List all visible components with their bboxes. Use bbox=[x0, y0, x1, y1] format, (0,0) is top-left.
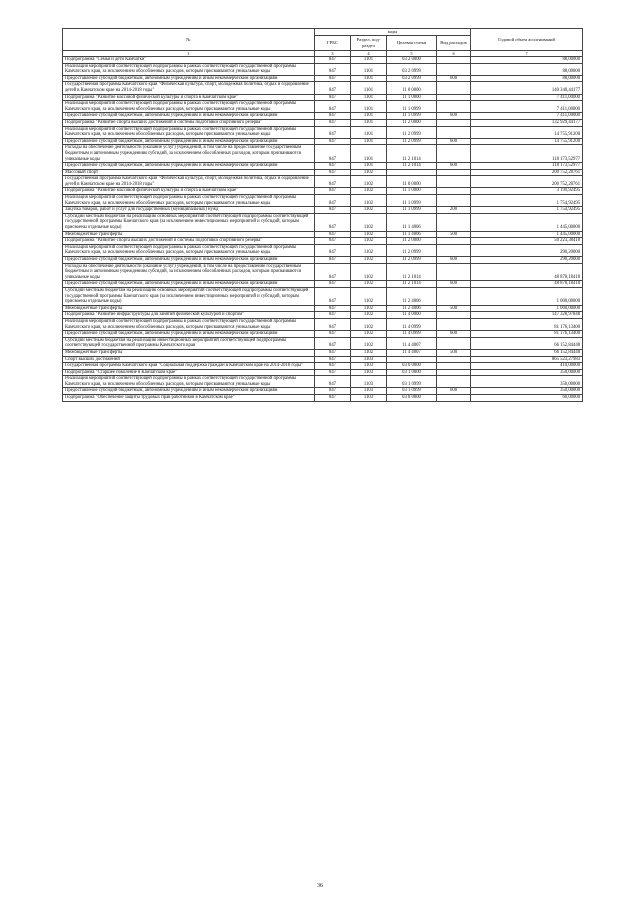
table-row bbox=[63, 119, 583, 126]
row-target: 03 1 0999 bbox=[387, 388, 437, 395]
row-name: Межбюджетные трансферты bbox=[63, 231, 315, 238]
row-target: 11 2 0999 bbox=[387, 126, 437, 138]
row-razdel: 1103 bbox=[351, 356, 387, 363]
row-vid bbox=[437, 63, 471, 75]
row-sum: 132 929,44177 bbox=[471, 119, 583, 126]
row-sum: 118 173,52977 bbox=[471, 163, 583, 170]
row-vid bbox=[437, 176, 471, 188]
row-name: Расходы на обеспечение деятельности (оказание услуг) учреждений, в том числе на предоставление государственным бюджетным и автономным учреждениям субсидий, за исключением обособленных расходов, которым присваиваются уникальные коды bbox=[63, 145, 315, 163]
row-razdel: 1102 bbox=[351, 263, 387, 281]
row-sum: 1 754,92495 bbox=[471, 207, 583, 214]
row-name: Межбюджетные трансферты bbox=[63, 305, 315, 312]
row-sum: 290,20000 bbox=[471, 244, 583, 256]
row-vid bbox=[437, 337, 471, 349]
row-sum: 1 000,00000 bbox=[471, 305, 583, 312]
row-vid bbox=[437, 238, 471, 245]
row-name: Реализация мероприятий соответствующей подпрограммы в рамках соответствующей государственной программы Камчатского края, за исключением обособленных расходов, которым присваиваются уникальные коды bbox=[63, 63, 315, 75]
row-sum: 48 878,18418 bbox=[471, 263, 583, 281]
row-vid bbox=[437, 57, 471, 64]
row-sum: 7 411,00000 bbox=[471, 101, 583, 113]
row-razdel: 1102 bbox=[351, 244, 387, 256]
row-vid: 600 bbox=[437, 163, 471, 170]
row-vid bbox=[437, 188, 471, 195]
row-sum: 350,00000 bbox=[471, 388, 583, 395]
table-row bbox=[63, 376, 583, 388]
table-row bbox=[63, 176, 583, 188]
row-name: Предоставление субсидий бюджетным, автономным учреждениям и иным некоммерческим организациям bbox=[63, 388, 315, 395]
row-name: Подпрограмма "Обеспечение защиты трудовых прав работников в Камчатском крае" bbox=[63, 395, 315, 402]
row-target: 11 1 4006 bbox=[387, 213, 437, 231]
header-vid: Вид расходов bbox=[437, 36, 471, 51]
row-grbs: 847 bbox=[315, 305, 351, 312]
row-sum: 7 411,00000 bbox=[471, 113, 583, 120]
table-row bbox=[63, 281, 583, 288]
row-grbs: 847 bbox=[315, 75, 351, 82]
row-grbs: 847 bbox=[315, 376, 351, 388]
row-grbs: 847 bbox=[315, 231, 351, 238]
row-vid: 500 bbox=[437, 349, 471, 356]
row-razdel: 1103 bbox=[351, 369, 387, 376]
row-vid bbox=[437, 312, 471, 319]
row-name: Реализация мероприятий соответствующей подпрограммы в рамках соответствующей государственной программы Камчатского края, за исключением обособленных расходов, которым присваиваются уникальные коды bbox=[63, 101, 315, 113]
row-grbs: 847 bbox=[315, 113, 351, 120]
row-vid: 600 bbox=[437, 388, 471, 395]
row-vid bbox=[437, 213, 471, 231]
row-sum: 290,20000 bbox=[471, 257, 583, 264]
row-name: Субсидии местным бюджетам на реализацию основных мероприятий соответствующей подпрограммы соответствующей государственной программы Камчатского края (за исключением инвестиционных мероприятий и субсидий, которым присвоены отдельные коды) bbox=[63, 287, 315, 305]
row-grbs: 847 bbox=[315, 356, 351, 363]
row-vid bbox=[437, 82, 471, 94]
row-razdel: 1101 bbox=[351, 126, 387, 138]
row-vid: 500 bbox=[437, 305, 471, 312]
row-razdel: 1101 bbox=[351, 57, 387, 64]
table-body bbox=[63, 57, 583, 402]
row-vid bbox=[437, 94, 471, 101]
row-razdel: 1101 bbox=[351, 138, 387, 145]
row-name: Подпрограмма "Семья и дети Камчатки" bbox=[63, 57, 315, 64]
row-vid: 600 bbox=[437, 257, 471, 264]
row-sum: 60,00000 bbox=[471, 395, 583, 402]
table-row bbox=[63, 331, 583, 338]
row-grbs: 847 bbox=[315, 101, 351, 113]
row-sum: 350,00000 bbox=[471, 369, 583, 376]
row-grbs: 847 bbox=[315, 318, 351, 330]
row-vid: 600 bbox=[437, 331, 471, 338]
row-grbs: 847 bbox=[315, 63, 351, 75]
row-vid bbox=[437, 145, 471, 163]
row-name: Субсидии местным бюджетам на реализацию инвестиционных мероприятий соответствующей подпрограммы соответствующей государственной программы Камчатского края bbox=[63, 337, 315, 349]
column-index: 5 bbox=[387, 51, 437, 57]
row-name: Подпрограмма "Развитие инфраструктуры для занятий физической культурой и спортом" bbox=[63, 312, 315, 319]
row-razdel: 1103 bbox=[351, 363, 387, 370]
row-grbs: 847 bbox=[315, 257, 351, 264]
header-target: Целевая статья bbox=[387, 36, 437, 51]
row-target: 11 1 0999 bbox=[387, 207, 437, 214]
row-grbs: 847 bbox=[315, 337, 351, 349]
row-grbs: 847 bbox=[315, 145, 351, 163]
row-target: 11 2 4006 bbox=[387, 287, 437, 305]
row-razdel: 1103 bbox=[351, 376, 387, 388]
header-volume: Годовой объем ассигнований bbox=[471, 29, 583, 51]
table-row bbox=[63, 101, 583, 113]
row-name: Реализация мероприятий соответствующей подпрограммы в рамках соответствующей государственной программы Камчатского края, за исключением обособленных расходов, которым присваиваются уникальные коды bbox=[63, 126, 315, 138]
row-razdel: 1102 bbox=[351, 188, 387, 195]
row-grbs: 847 bbox=[315, 119, 351, 126]
table-row bbox=[63, 244, 583, 256]
row-razdel: 1102 bbox=[351, 312, 387, 319]
table-row bbox=[63, 188, 583, 195]
row-name: Государственная программа Камчатского края "Физическая культура, спорт, молодежная политика, отдых и оздоровление детей в Камчатском крае на 2014-2018 годы" bbox=[63, 176, 315, 188]
row-vid bbox=[437, 119, 471, 126]
row-grbs: 847 bbox=[315, 176, 351, 188]
row-vid bbox=[437, 126, 471, 138]
column-index: 4 bbox=[351, 51, 387, 57]
row-sum: 140 340,44177 bbox=[471, 82, 583, 94]
row-grbs: 847 bbox=[315, 263, 351, 281]
row-grbs: 847 bbox=[315, 331, 351, 338]
table-row bbox=[63, 318, 583, 330]
row-target: 11 2 1014 bbox=[387, 281, 437, 288]
row-vid: 500 bbox=[437, 231, 471, 238]
row-grbs: 847 bbox=[315, 349, 351, 356]
budget-table bbox=[62, 28, 583, 402]
row-name: Подпрограмма "Развитие массовой физической культуры и спорта в Камчатском крае" bbox=[63, 94, 315, 101]
row-razdel: 1102 bbox=[351, 195, 387, 207]
row-vid bbox=[437, 287, 471, 305]
table-row bbox=[63, 287, 583, 305]
row-target: 11 4 4007 bbox=[387, 349, 437, 356]
row-target: 11 1 0999 bbox=[387, 101, 437, 113]
row-vid bbox=[437, 244, 471, 256]
header-grbs: ГРБС bbox=[315, 36, 351, 51]
row-target: 11 1 0000 bbox=[387, 188, 437, 195]
row-grbs: 847 bbox=[315, 195, 351, 207]
row-vid: 600 bbox=[437, 281, 471, 288]
table-row bbox=[63, 388, 583, 395]
row-target: 03 8 0000 bbox=[387, 395, 437, 402]
row-vid: 600 bbox=[437, 75, 471, 82]
row-name: Подпрограмма "Развитие массовой физической культуры и спорта в Камчатском крае" bbox=[63, 188, 315, 195]
row-razdel: 1102 bbox=[351, 305, 387, 312]
row-target: 11 2 0000 bbox=[387, 238, 437, 245]
table-row bbox=[63, 207, 583, 214]
row-grbs: 847 bbox=[315, 312, 351, 319]
row-razdel: 1101 bbox=[351, 113, 387, 120]
row-target: 11 1 0000 bbox=[387, 94, 437, 101]
table-row bbox=[63, 163, 583, 170]
row-target: 03 1 0999 bbox=[387, 376, 437, 388]
row-razdel: 1101 bbox=[351, 94, 387, 101]
row-sum: 3 199,92495 bbox=[471, 188, 583, 195]
table-row bbox=[63, 94, 583, 101]
table-row bbox=[63, 257, 583, 264]
column-index: 1 bbox=[63, 51, 315, 57]
row-sum: 88,00000 bbox=[471, 63, 583, 75]
row-target: 11 2 1014 bbox=[387, 263, 437, 281]
row-grbs: 847 bbox=[315, 163, 351, 170]
row-target: 11 4 0999 bbox=[387, 318, 437, 330]
table-row bbox=[63, 337, 583, 349]
row-target bbox=[387, 169, 437, 176]
header-number: № bbox=[63, 29, 315, 51]
table-row bbox=[63, 145, 583, 163]
row-sum: 118 173,52977 bbox=[471, 145, 583, 163]
row-name: Государственная программа Камчатского края "Физическая культура, спорт, молодежная политика, отдых и оздоровление детей в Камчатском крае на 2014-2018 годы" bbox=[63, 82, 315, 94]
column-index: 7 bbox=[471, 51, 583, 57]
row-sum: 48 878,18418 bbox=[471, 281, 583, 288]
table-row bbox=[63, 349, 583, 356]
row-razdel: 1101 bbox=[351, 101, 387, 113]
table-row bbox=[63, 263, 583, 281]
row-target: 11 2 1014 bbox=[387, 145, 437, 163]
row-grbs: 847 bbox=[315, 213, 351, 231]
row-razdel: 1101 bbox=[351, 63, 387, 75]
table-header bbox=[63, 29, 583, 57]
row-vid bbox=[437, 263, 471, 281]
row-vid bbox=[437, 169, 471, 176]
row-target: 11 0 0000 bbox=[387, 82, 437, 94]
row-target: 03 2 0999 bbox=[387, 75, 437, 82]
row-sum: 66 152,84448 bbox=[471, 349, 583, 356]
row-razdel: 1102 bbox=[351, 213, 387, 231]
row-name: Предоставление субсидий бюджетным, автономным учреждениям и иным некоммерческим организациям bbox=[63, 113, 315, 120]
table-row bbox=[63, 305, 583, 312]
row-razdel: 1103 bbox=[351, 395, 387, 402]
row-grbs: 847 bbox=[315, 395, 351, 402]
row-name: Закупка товаров, работ и услуг для государственных (муниципальных) нужд bbox=[63, 207, 315, 214]
row-grbs: 847 bbox=[315, 363, 351, 370]
row-name: Подпрограмма "Развитие спорта высших достижений и системы подготовки спортивного резерва" bbox=[63, 119, 315, 126]
row-grbs: 847 bbox=[315, 82, 351, 94]
row-razdel: 1102 bbox=[351, 318, 387, 330]
table-row bbox=[63, 75, 583, 82]
budget-document bbox=[62, 28, 582, 402]
row-sum: 865 523,27983 bbox=[471, 356, 583, 363]
row-grbs: 847 bbox=[315, 94, 351, 101]
row-razdel: 1102 bbox=[351, 337, 387, 349]
row-target: 11 4 0000 bbox=[387, 312, 437, 319]
row-name: Предоставление субсидий бюджетным, автономным учреждениям и иным некоммерческим организациям bbox=[63, 138, 315, 145]
row-sum: 14 755,91200 bbox=[471, 138, 583, 145]
row-sum: 14 755,91200 bbox=[471, 126, 583, 138]
table-row bbox=[63, 195, 583, 207]
row-vid bbox=[437, 195, 471, 207]
table-row bbox=[63, 369, 583, 376]
row-target: 11 4 0999 bbox=[387, 331, 437, 338]
row-sum: 81 176,13400 bbox=[471, 318, 583, 330]
column-index: 3 bbox=[315, 51, 351, 57]
row-target: 11 2 0999 bbox=[387, 138, 437, 145]
row-vid bbox=[437, 101, 471, 113]
table-row bbox=[63, 63, 583, 75]
row-sum: 1 445,00000 bbox=[471, 213, 583, 231]
row-target: 11 1 0999 bbox=[387, 113, 437, 120]
row-name: Предоставление субсидий бюджетным, автономным учреждениям и иным некоммерческим организациям bbox=[63, 75, 315, 82]
row-grbs: 847 bbox=[315, 388, 351, 395]
row-grbs: 847 bbox=[315, 207, 351, 214]
row-sum: 1 754,92495 bbox=[471, 195, 583, 207]
row-vid: 600 bbox=[437, 113, 471, 120]
row-grbs: 847 bbox=[315, 188, 351, 195]
row-razdel: 1102 bbox=[351, 169, 387, 176]
row-razdel: 1102 bbox=[351, 176, 387, 188]
table-row bbox=[63, 238, 583, 245]
row-grbs: 847 bbox=[315, 281, 351, 288]
row-sum: 7 411,00000 bbox=[471, 94, 583, 101]
row-name: Подпрограмма "Развитие спорта высших достижений и системы подготовки спортивного резерва" bbox=[63, 238, 315, 245]
row-name: Реализация мероприятий соответствующей подпрограммы в рамках соответствующей государственной программы Камчатского края, за исключением обособленных расходов, которым присваиваются уникальные коды bbox=[63, 195, 315, 207]
row-vid bbox=[437, 363, 471, 370]
row-grbs: 847 bbox=[315, 57, 351, 64]
table-row bbox=[63, 138, 583, 145]
row-razdel: 1103 bbox=[351, 388, 387, 395]
row-name: Спорт высших достижений bbox=[63, 356, 315, 363]
row-target: 03 0 0000 bbox=[387, 363, 437, 370]
row-name: Государственная программа Камчатского края "Социальная поддержка граждан в Камчатском крае на 2014-2018 годы" bbox=[63, 363, 315, 370]
row-name: Реализация мероприятий соответствующей подпрограммы в рамках соответствующей государственной программы Камчатского края, за исключением обособленных расходов, которым присваиваются уникальные коды bbox=[63, 318, 315, 330]
table-row bbox=[63, 231, 583, 238]
row-target: 03 2 0999 bbox=[387, 63, 437, 75]
row-vid: 200 bbox=[437, 207, 471, 214]
row-razdel: 1102 bbox=[351, 231, 387, 238]
row-name: Субсидии местным бюджетам на реализацию основных мероприятий соответствующей подпрограммы соответствующей государственной программы Камчатского края (за исключением инвестиционных мероприятий и субсидий, которым присвоены отдельные коды) bbox=[63, 213, 315, 231]
column-index: 6 bbox=[437, 51, 471, 57]
row-target: 11 4 4007 bbox=[387, 337, 437, 349]
row-name: Реализация мероприятий соответствующей подпрограммы в рамках соответствующей государственной программы Камчатского края, за исключением обособленных расходов, которым присваиваются уникальные коды bbox=[63, 244, 315, 256]
row-target: 03 2 0000 bbox=[387, 57, 437, 64]
row-name: Предоставление субсидий бюджетным, автономным учреждениям и иным некоммерческим организациям bbox=[63, 163, 315, 170]
row-razdel: 1102 bbox=[351, 257, 387, 264]
row-sum: 147 328,97848 bbox=[471, 312, 583, 319]
table-row bbox=[63, 113, 583, 120]
table-row bbox=[63, 312, 583, 319]
row-sum: 88,00000 bbox=[471, 75, 583, 82]
row-sum: 66 152,84448 bbox=[471, 337, 583, 349]
row-razdel: 1102 bbox=[351, 207, 387, 214]
row-grbs: 847 bbox=[315, 287, 351, 305]
table-row bbox=[63, 395, 583, 402]
table-row bbox=[63, 213, 583, 231]
row-sum: 200 752,28761 bbox=[471, 169, 583, 176]
row-name: Расходы на обеспечение деятельности (оказание услуг) учреждений, в том числе на предоставление государственным бюджетным и автономным учреждениям субсидий, за исключением обособленных расходов, которым присваиваются уникальные коды bbox=[63, 263, 315, 281]
row-grbs: 847 bbox=[315, 126, 351, 138]
row-razdel: 1101 bbox=[351, 145, 387, 163]
table-row bbox=[63, 57, 583, 64]
row-target: 03 1 0000 bbox=[387, 369, 437, 376]
row-sum: 410,00000 bbox=[471, 363, 583, 370]
row-razdel: 1101 bbox=[351, 163, 387, 170]
header-codes: коды bbox=[315, 29, 471, 36]
row-target: 11 2 0000 bbox=[387, 119, 437, 126]
row-target: 11 1 4006 bbox=[387, 231, 437, 238]
row-grbs: 847 bbox=[315, 138, 351, 145]
page-number: 36 bbox=[317, 883, 323, 889]
header-razdel: Раздел, под-раздел bbox=[351, 36, 387, 51]
table-row bbox=[63, 82, 583, 94]
row-razdel: 1101 bbox=[351, 119, 387, 126]
row-target: 11 1 0999 bbox=[387, 195, 437, 207]
row-vid bbox=[437, 395, 471, 402]
row-razdel: 1102 bbox=[351, 331, 387, 338]
row-grbs: 847 bbox=[315, 244, 351, 256]
table-row bbox=[63, 126, 583, 138]
row-razdel: 1102 bbox=[351, 281, 387, 288]
row-target: 11 0 0000 bbox=[387, 176, 437, 188]
row-grbs: 847 bbox=[315, 238, 351, 245]
row-sum: 1 000,00000 bbox=[471, 287, 583, 305]
row-razdel: 1102 bbox=[351, 238, 387, 245]
row-target: 11 2 1014 bbox=[387, 163, 437, 170]
row-name: Массовый спорт bbox=[63, 169, 315, 176]
row-razdel: 1101 bbox=[351, 75, 387, 82]
row-name: Предоставление субсидий бюджетным, автономным учреждениям и иным некоммерческим организациям bbox=[63, 257, 315, 264]
row-sum: 50 223,38418 bbox=[471, 238, 583, 245]
row-target: 11 2 0999 bbox=[387, 244, 437, 256]
row-sum: 1 445,00000 bbox=[471, 231, 583, 238]
row-vid bbox=[437, 356, 471, 363]
row-vid bbox=[437, 376, 471, 388]
row-vid bbox=[437, 318, 471, 330]
table-row bbox=[63, 356, 583, 363]
row-target bbox=[387, 356, 437, 363]
row-grbs: 847 bbox=[315, 169, 351, 176]
row-name: Межбюджетные трансферты bbox=[63, 349, 315, 356]
row-name: Реализация мероприятий соответствующей подпрограммы в рамках соответствующей государственной программы Камчатского края, за исключением обособленных расходов, которым присваиваются уникальные коды bbox=[63, 376, 315, 388]
row-name: Предоставление субсидий бюджетным, автономным учреждениям и иным некоммерческим организациям bbox=[63, 281, 315, 288]
table-row bbox=[63, 169, 583, 176]
row-razdel: 1102 bbox=[351, 349, 387, 356]
row-target: 11 2 0999 bbox=[387, 257, 437, 264]
row-name: Предоставление субсидий бюджетным, автономным учреждениям и иным некоммерческим организациям bbox=[63, 331, 315, 338]
row-target: 11 2 4006 bbox=[387, 305, 437, 312]
row-vid: 600 bbox=[437, 138, 471, 145]
row-razdel: 1102 bbox=[351, 287, 387, 305]
row-sum: 81 176,13400 bbox=[471, 331, 583, 338]
row-sum: 88,00000 bbox=[471, 57, 583, 64]
row-sum: 350,00000 bbox=[471, 376, 583, 388]
table-row bbox=[63, 363, 583, 370]
row-sum: 200 752,28761 bbox=[471, 176, 583, 188]
row-name: Подпрограмма "Старшее поколение в Камчатском крае" bbox=[63, 369, 315, 376]
row-razdel: 1101 bbox=[351, 82, 387, 94]
row-grbs: 847 bbox=[315, 369, 351, 376]
row-vid bbox=[437, 369, 471, 376]
